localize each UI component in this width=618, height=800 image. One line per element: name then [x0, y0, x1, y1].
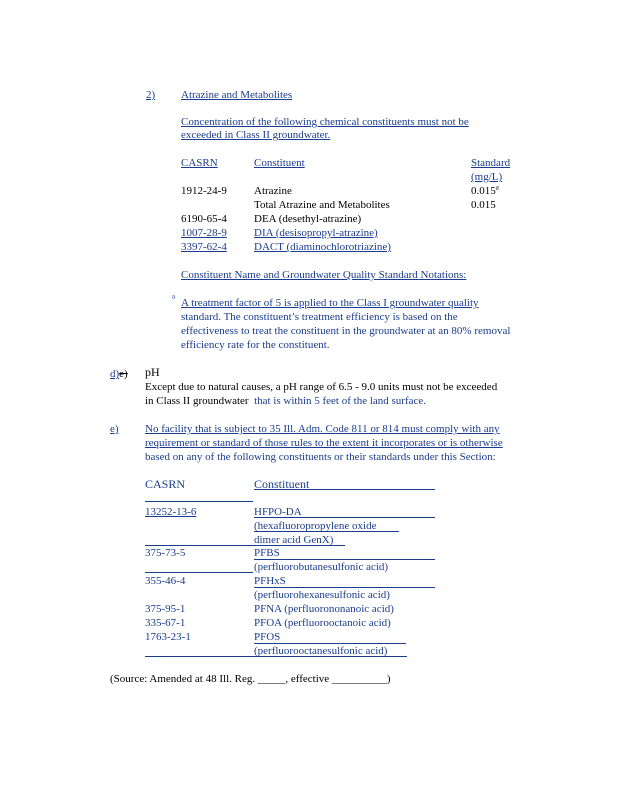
row-constituent: PFOA (perfluorooctanoic acid)	[254, 617, 391, 629]
footnote-line: A treatment factor of 5 is applied to the Class I groundwater quality	[181, 297, 479, 309]
row-constituent-detail: (perfluorooctanesulfonic acid)	[254, 645, 388, 657]
table-rule	[254, 531, 399, 532]
intro-line: Concentration of the following chemical constituents must not be	[181, 116, 469, 128]
row-constituent: Total Atrazine and Metabolites	[254, 199, 390, 211]
row-casrn: 335-67-1	[145, 617, 186, 629]
section-number: 2)	[146, 89, 156, 101]
row-constituent: DEA (desethyl-atrazine)	[254, 213, 362, 225]
row-constituent-detail: dimer acid GenX)	[254, 534, 334, 546]
row-constituent: DIA (desisopropyl-atrazine)	[254, 227, 378, 239]
row-standard: 0.015	[471, 199, 496, 211]
intro-line: exceeded in Class II groundwater.	[181, 129, 331, 141]
header-casrn: CASRN	[181, 157, 218, 169]
section-label: d)e)	[110, 368, 128, 380]
footnote-marker: a	[172, 292, 176, 301]
row-constituent: Atrazine	[254, 185, 292, 197]
row-constituent-detail: (hexafluoropropylene oxide	[254, 520, 377, 532]
row-constituent: DACT (diaminochlorotriazine)	[254, 241, 391, 253]
header-unit: (mg/L)	[471, 171, 503, 183]
row-casrn: 1007-28-9	[181, 227, 227, 239]
row-casrn: 1763-23-1	[145, 631, 191, 643]
footnote-line: efficiency rate for the constituent.	[181, 339, 330, 351]
row-casrn: 3397-62-4	[181, 241, 227, 253]
section-text: No facility that is subject to 35 Ill. Adm. Code 811 or 814 must comply with any	[145, 423, 500, 435]
table-rule	[145, 656, 407, 657]
row-casrn: 6190-65-4	[181, 213, 227, 225]
section-label: e)	[110, 423, 119, 435]
header-standard: Standard	[471, 157, 511, 169]
section-text: in Class II groundwater that is within 5 feet of the land surface.	[145, 395, 427, 407]
row-casrn: 13252-13-6	[145, 506, 197, 518]
header-casrn: CASRN	[145, 477, 186, 491]
row-constituent: PFNA (perfluorononanoic acid)	[254, 603, 394, 615]
row-constituent-detail: (perfluorobutanesulfonic acid)	[254, 561, 389, 573]
row-constituent: PFHxS	[254, 575, 286, 587]
row-casrn: 1912-24-9	[181, 185, 227, 197]
table-rule	[145, 501, 253, 502]
section-text: based on any of the following constituents or their standards under this Section:	[145, 451, 496, 463]
row-casrn: 355-46-4	[145, 575, 186, 587]
header-constituent: Constituent	[254, 477, 310, 491]
footnote-marker: a	[495, 183, 499, 192]
row-standard: 0.015$^a$	[471, 183, 499, 197]
table-rule	[145, 572, 253, 573]
row-casrn: 375-95-1	[145, 603, 186, 615]
section-text: requirement or standard of those rules to the extent it incorporates or is otherwise	[145, 437, 503, 449]
footnote-line: standard. The constituent’s treatment efficiency is based on the	[181, 311, 458, 323]
row-casrn: 375-73-5	[145, 547, 186, 559]
header-constituent: Constituent	[254, 157, 305, 169]
row-constituent-detail: (perfluorohexanesulfonic acid)	[254, 589, 390, 601]
row-constituent: HFPO-DA	[254, 506, 302, 518]
row-constituent: PFOS	[254, 631, 281, 643]
table-rule	[254, 517, 435, 518]
footnote-line: effectiveness to treat the constituent in the groundwater at an 80% removal	[181, 325, 511, 337]
section-title: Atrazine and Metabolites	[181, 89, 293, 101]
section-title: pH	[145, 365, 160, 379]
section-text: Except due to natural causes, a pH range of 6.5 - 9.0 units must not be exceeded	[145, 381, 498, 393]
notations-heading: Constituent Name and Groundwater Quality Standard Notations:	[181, 269, 467, 281]
table-rule	[254, 489, 435, 490]
row-constituent: PFBS	[254, 547, 280, 559]
source-note: (Source: Amended at 48 Ill. Reg. _____, effective __________)	[110, 673, 391, 685]
